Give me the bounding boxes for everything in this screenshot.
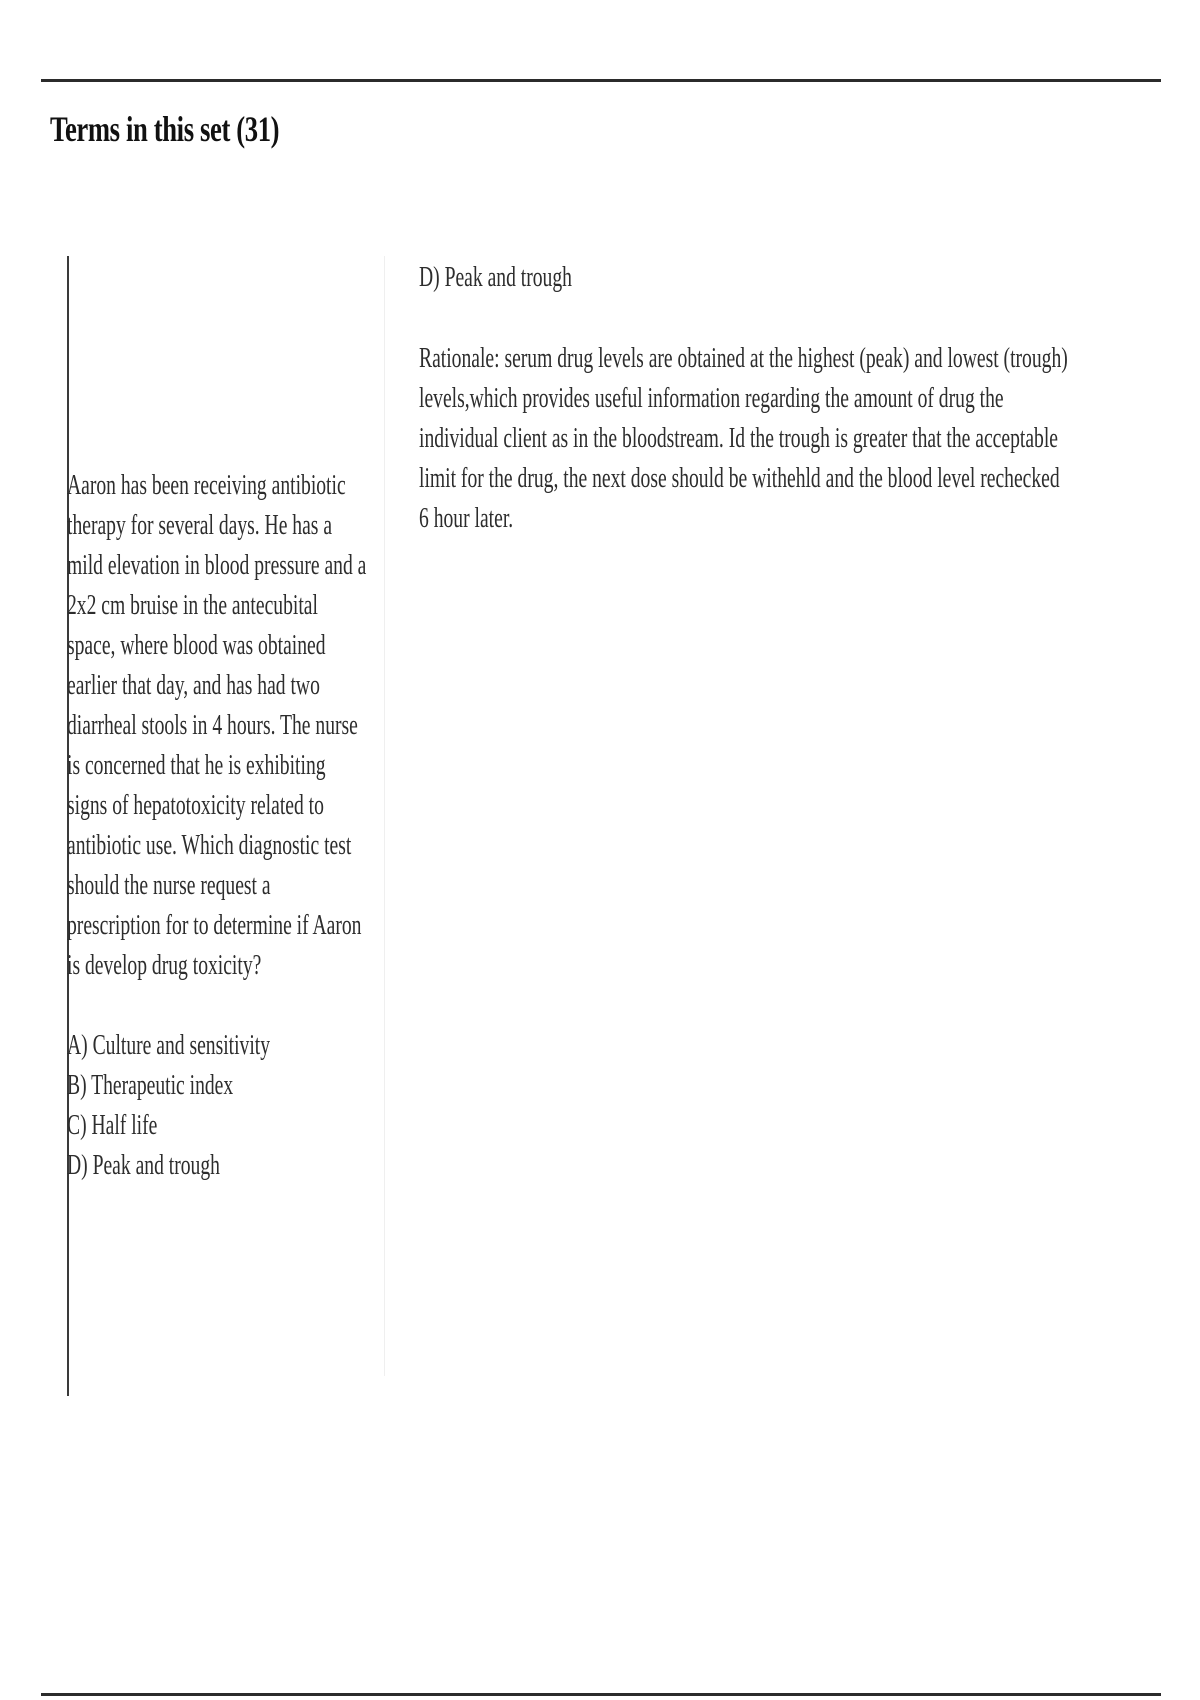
term-option: D) Peak and trough (67, 1150, 220, 1181)
definition-rationale: Rationale: serum drug levels are obtained at the highest (peak) and lowest (trough) levels,which provides useful information regarding the amount of drug the individual client as in the bloodstream. Id the trough is greater that the acceptable limit for the drug, the next dose should be withehld and the blood level rechecked 6 hour later. (419, 343, 1068, 534)
definition-answer: D) Peak and trough (419, 262, 572, 293)
term-question: Aaron has been receiving antibiotic therapy for several days. He has a mild elevation in blood pressure and a 2x2 cm bruise in the antecubital space, where blood was obtained earlier that day, and has had two diarrheal stools in 4 hours. The nurse is concerned that he is exhibiting signs of hepatotoxicity related to antibiotic use. Which diagnostic test should the nurse request a prescription for to determine if Aaron is develop drug toxicity? (67, 470, 367, 981)
flashcard (67, 256, 1107, 1396)
card-divider (384, 256, 385, 1376)
top-divider (41, 79, 1161, 82)
card-term (67, 256, 377, 1396)
term-option: B) Therapeutic index (67, 1070, 234, 1101)
term-option: A) Culture and sensitivity (67, 1030, 271, 1061)
term-option: C) Half life (67, 1110, 158, 1141)
card-definition (419, 256, 1079, 539)
bottom-divider (41, 1693, 1161, 1696)
set-title: Terms in this set (31) (50, 109, 280, 149)
